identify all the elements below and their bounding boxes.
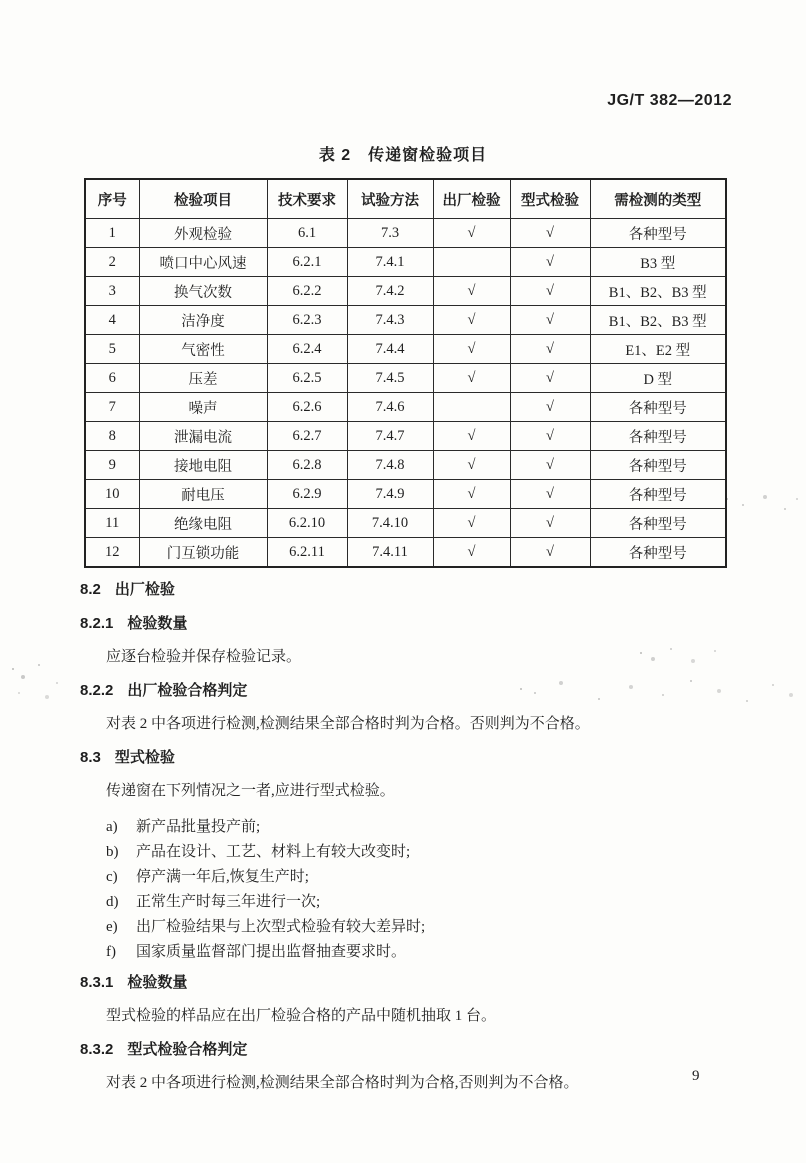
body-paragraph: 型式检验的样品应在出厂检验合格的产品中随机抽取 1 台。	[106, 1008, 497, 1024]
table-cell: 7.3	[347, 219, 433, 248]
table-cell: B1、B2、B3 型	[590, 306, 726, 335]
list-item-marker: e)	[106, 919, 118, 935]
table-cell: 喷口中心风速	[139, 248, 267, 277]
check-cell: √	[433, 306, 510, 335]
list-item-marker: d)	[106, 894, 119, 910]
check-cell: √	[510, 393, 590, 422]
column-header: 需检测的类型	[590, 179, 726, 219]
column-header: 出厂检验	[433, 179, 510, 219]
section-title: 型式检验合格判定	[127, 1041, 248, 1058]
list-item-text: 出厂检验结果与上次型式检验有较大差异时;	[136, 919, 426, 935]
body-paragraph: 对表 2 中各项进行检测,检测结果全部合格时判为合格,否则判为不合格。	[106, 1075, 579, 1091]
table-cell: 7.4.10	[347, 509, 433, 538]
check-cell: √	[510, 538, 590, 568]
check-cell: √	[433, 277, 510, 306]
list-item-text: 产品在设计、工艺、材料上有较大改变时;	[136, 844, 411, 860]
table-cell: 6.2.10	[267, 509, 347, 538]
list-item-text: 停产满一年后,恢复生产时;	[136, 869, 309, 885]
table-cell: 气密性	[139, 335, 267, 364]
table-cell: 各种型号	[590, 451, 726, 480]
table-cell: 换气次数	[139, 277, 267, 306]
table-row	[85, 306, 726, 335]
table-cell: 各种型号	[590, 480, 726, 509]
table-cell: 7.4.4	[347, 335, 433, 364]
check-cell: √	[510, 306, 590, 335]
body-paragraph: 传递窗在下列情况之一者,应进行型式检验。	[106, 783, 395, 799]
table-header-row	[85, 179, 726, 219]
inspection-items-table	[84, 178, 727, 568]
body-paragraph: 对表 2 中各项进行检测,检测结果全部合格时判为合格。否则判为不合格。	[106, 716, 590, 732]
table-cell: 各种型号	[590, 538, 726, 568]
table-cell: 耐电压	[139, 480, 267, 509]
table-cell: 2	[85, 248, 139, 277]
check-cell: √	[433, 509, 510, 538]
table-cell: 1	[85, 219, 139, 248]
table-row	[85, 422, 726, 451]
table-row	[85, 393, 726, 422]
table-cell: 门互锁功能	[139, 538, 267, 568]
table-cell: 7.4.5	[347, 364, 433, 393]
table-row	[85, 480, 726, 509]
table-row	[85, 538, 726, 568]
table-cell: 7	[85, 393, 139, 422]
table-cell: 接地电阻	[139, 451, 267, 480]
check-cell: √	[510, 509, 590, 538]
table-cell: 7.4.11	[347, 538, 433, 568]
table-cell: 6.2.3	[267, 306, 347, 335]
check-cell: √	[433, 538, 510, 568]
section-number: 8.3.2	[80, 1041, 114, 1058]
table-row	[85, 335, 726, 364]
list-item-text: 国家质量监督部门提出监督抽查要求时。	[136, 944, 407, 960]
table-row	[85, 364, 726, 393]
page-number: 9	[692, 1068, 700, 1084]
section-title: 型式检验	[114, 749, 175, 766]
column-header: 试验方法	[347, 179, 433, 219]
section-title: 检验数量	[127, 615, 188, 632]
table-cell: 11	[85, 509, 139, 538]
check-cell: √	[433, 451, 510, 480]
table-cell: 9	[85, 451, 139, 480]
table-row	[85, 509, 726, 538]
list-item	[106, 840, 736, 865]
list-item-marker: b)	[106, 844, 119, 860]
check-cell: √	[510, 277, 590, 306]
table-cell: 各种型号	[590, 422, 726, 451]
table-cell: 6.2.5	[267, 364, 347, 393]
section-heading	[80, 580, 736, 599]
list-item	[106, 890, 736, 915]
section-title: 出厂检验合格判定	[127, 682, 248, 699]
check-cell: √	[433, 219, 510, 248]
list-item	[106, 865, 736, 890]
table-cell: 7.4.1	[347, 248, 433, 277]
table-cell: 12	[85, 538, 139, 568]
check-cell: √	[510, 335, 590, 364]
table-cell: 泄漏电流	[139, 422, 267, 451]
table-cell: 6.2.2	[267, 277, 347, 306]
table-cell: 7.4.6	[347, 393, 433, 422]
list-item-marker: f)	[106, 944, 116, 960]
check-cell: √	[510, 422, 590, 451]
table-cell: 绝缘电阻	[139, 509, 267, 538]
table-cell: B1、B2、B3 型	[590, 277, 726, 306]
list-item	[106, 940, 736, 965]
list-item-marker: a)	[106, 819, 118, 835]
column-header: 技术要求	[267, 179, 347, 219]
table-cell: E1、E2 型	[590, 335, 726, 364]
table-cell: 5	[85, 335, 139, 364]
table-cell: 各种型号	[590, 509, 726, 538]
section-heading	[80, 1040, 736, 1059]
check-cell	[433, 248, 510, 277]
table-cell: 7.4.8	[347, 451, 433, 480]
list-item-text: 新产品批量投产前;	[136, 819, 261, 835]
list-item	[106, 815, 736, 840]
table-cell: 噪声	[139, 393, 267, 422]
table-cell: 6.1	[267, 219, 347, 248]
table-cell: 各种型号	[590, 219, 726, 248]
check-cell: √	[433, 364, 510, 393]
table-cell: 4	[85, 306, 139, 335]
check-cell: √	[433, 335, 510, 364]
check-cell: √	[510, 219, 590, 248]
table-cell: 外观检验	[139, 219, 267, 248]
standard-number: JG/T 382—2012	[607, 92, 732, 109]
check-cell: √	[510, 248, 590, 277]
table-cell: 8	[85, 422, 139, 451]
table-cell: 7.4.2	[347, 277, 433, 306]
table-cell: 6.2.8	[267, 451, 347, 480]
table-cell: 3	[85, 277, 139, 306]
check-cell: √	[510, 364, 590, 393]
table-cell: 7.4.7	[347, 422, 433, 451]
table-cell: 10	[85, 480, 139, 509]
table-cell: 6.2.9	[267, 480, 347, 509]
table-cell: 7.4.3	[347, 306, 433, 335]
table-cell: 6.2.4	[267, 335, 347, 364]
table-row	[85, 277, 726, 306]
table-cell: 6.2.1	[267, 248, 347, 277]
table-cell: 压差	[139, 364, 267, 393]
section-number: 8.2	[80, 581, 101, 598]
section-number: 8.3	[80, 749, 101, 766]
section-heading	[80, 681, 736, 700]
sections	[80, 580, 736, 1107]
column-header: 序号	[85, 179, 139, 219]
table-cell: 6.2.11	[267, 538, 347, 568]
table-row	[85, 248, 726, 277]
section-heading	[80, 973, 736, 992]
section-number: 8.2.2	[80, 682, 114, 699]
table-cell: 7.4.9	[347, 480, 433, 509]
condition-list	[80, 815, 736, 965]
section-title: 检验数量	[127, 974, 188, 991]
check-cell	[433, 393, 510, 422]
list-item-text: 正常生产时每三年进行一次;	[136, 894, 321, 910]
table-cell: 6	[85, 364, 139, 393]
table-cell: 各种型号	[590, 393, 726, 422]
table-header	[85, 179, 726, 219]
table-cell: 6.2.7	[267, 422, 347, 451]
section-number: 8.2.1	[80, 615, 114, 632]
column-header: 检验项目	[139, 179, 267, 219]
table-cell: D 型	[590, 364, 726, 393]
table-body	[85, 219, 726, 568]
table-row	[85, 219, 726, 248]
scan-noise	[12, 668, 14, 670]
check-cell: √	[510, 451, 590, 480]
body-paragraph: 应逐台检验并保存检验记录。	[106, 649, 302, 665]
section-title: 出厂检验	[114, 581, 175, 598]
section-heading	[80, 614, 736, 633]
table-cell: 洁净度	[139, 306, 267, 335]
section-number: 8.3.1	[80, 974, 114, 991]
check-cell: √	[510, 480, 590, 509]
check-cell: √	[433, 422, 510, 451]
table-caption: 表 2 传递窗检验项目	[318, 147, 488, 164]
check-cell: √	[433, 480, 510, 509]
table-cell: 6.2.6	[267, 393, 347, 422]
section-heading	[80, 748, 736, 767]
table-cell: B3 型	[590, 248, 726, 277]
column-header: 型式检验	[510, 179, 590, 219]
list-item-marker: c)	[106, 869, 118, 885]
table-row	[85, 451, 726, 480]
list-item	[106, 915, 736, 940]
